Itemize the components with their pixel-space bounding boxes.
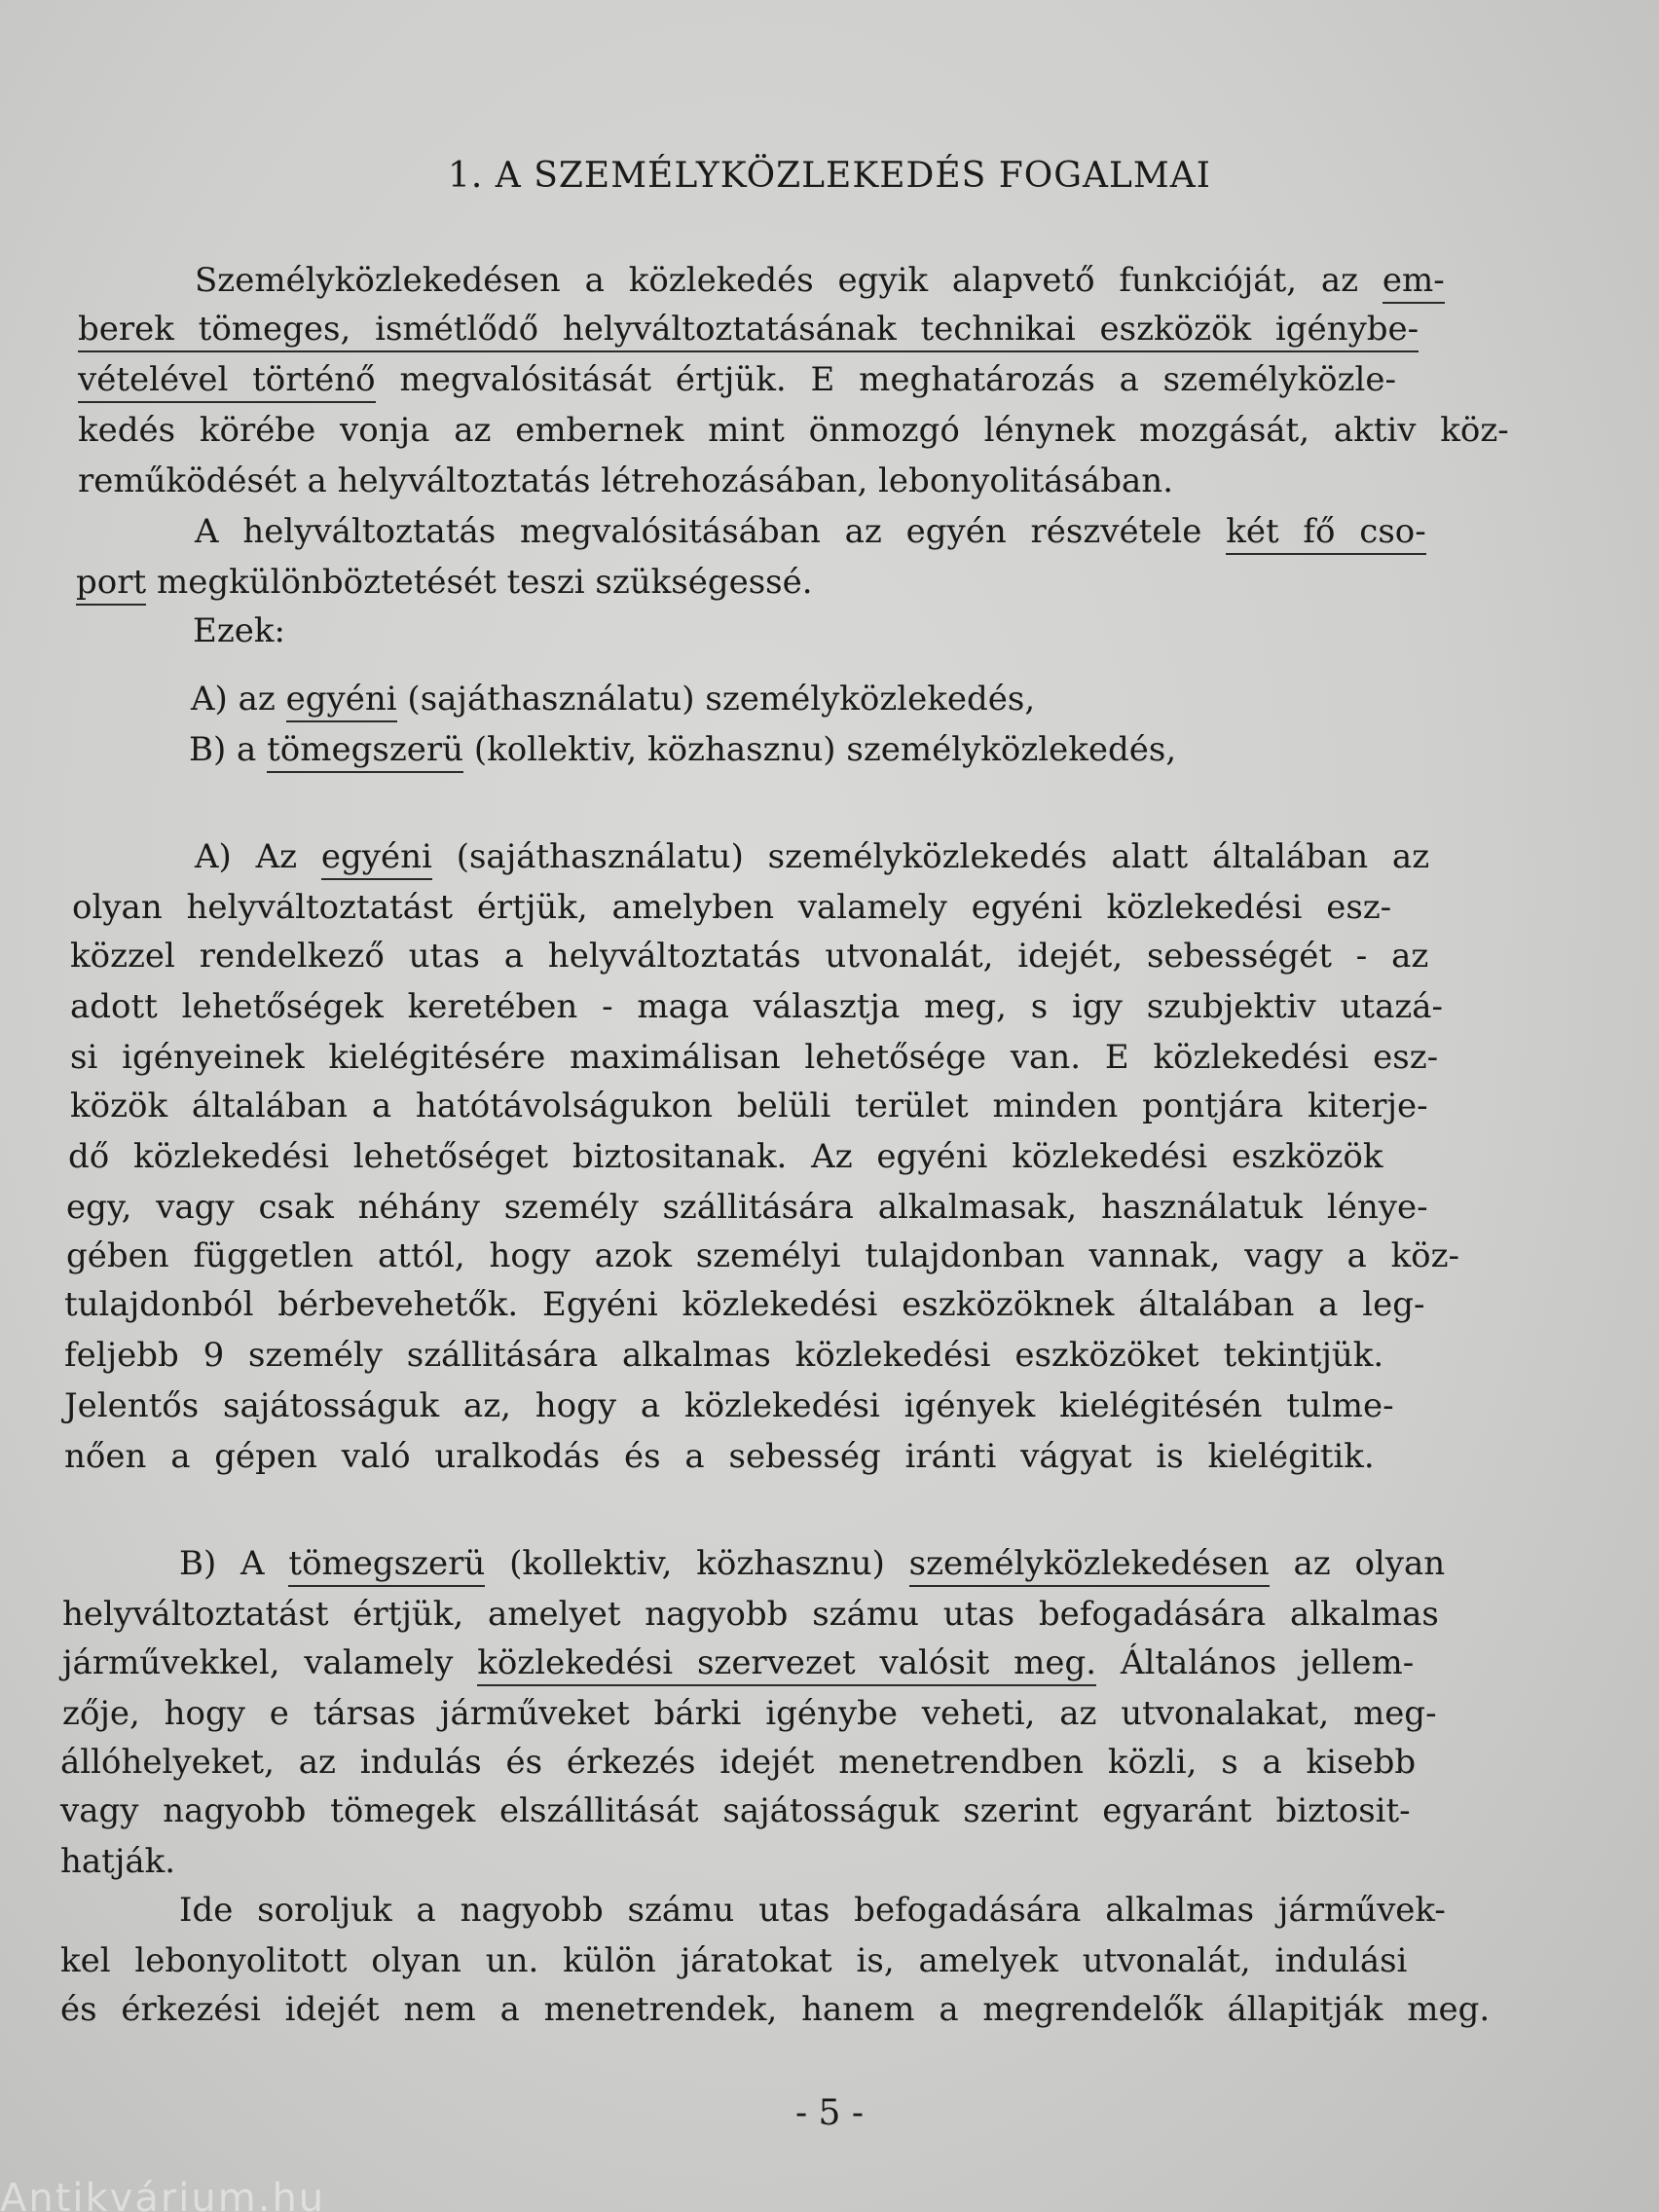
text-line — [195, 508, 1426, 555]
text-line — [70, 983, 1443, 1030]
text-line — [76, 559, 813, 606]
text-segment: dő közlekedési lehetőséget biztositanak. Az egyéni közlekedési eszközök — [68, 1137, 1383, 1176]
text-segment: közök általában a hatótávolságukon belüli terület minden pontjára kiterje- — [70, 1087, 1428, 1125]
underlined-text: személyközlekedésen — [909, 1544, 1270, 1587]
text-segment: si igényeinek kielégitésére maximálisan lehetősége van. E közlekedési esz- — [70, 1038, 1439, 1077]
text-segment: közzel rendelkező utas a helyváltoztatás utvonalát, idejét, sebességét - az — [70, 937, 1429, 976]
text-line — [66, 1233, 1459, 1279]
text-segment: egy, vagy csak néhány személy szállitására alkalmasak, használatuk lénye- — [66, 1188, 1428, 1227]
text-line — [62, 1640, 1414, 1686]
text-segment: (sajáthasználatu) személyközlekedés alatt általában az — [431, 837, 1430, 876]
text-line — [70, 1034, 1438, 1081]
text-line — [78, 407, 1509, 454]
text-segment: reműködését a helyváltoztatás létrehozásában, lebonyolitásában. — [78, 461, 1174, 500]
text-line — [191, 676, 1035, 722]
text-segment: kel lebonyolitott olyan un. külön járatokat is, amelyek utvonalát, indulási — [60, 1941, 1408, 1980]
text-line — [64, 1281, 1425, 1328]
underlined-text: egyéni — [321, 837, 432, 880]
text-line — [72, 884, 1391, 931]
watermark: Antikvárium.hu — [0, 2176, 326, 2212]
text-segment: Ezek: — [193, 611, 285, 650]
text-line — [62, 1690, 1437, 1737]
text-segment: (kollektiv, közhasznu) — [485, 1544, 909, 1583]
text-segment: Jelentős sajátosságuk az, hogy a közlekedési igények kielégitésén tulme- — [64, 1386, 1394, 1425]
text-segment: állóhelyeket, az indulás és érkezés idejét menetrendben közli, s a kisebb — [60, 1743, 1417, 1782]
underlined-text: tömegszerü — [288, 1544, 485, 1587]
underlined-text: közlekedési szervezet valósit meg. — [477, 1643, 1096, 1686]
text-segment: helyváltoztatást értjük, amelyet nagyobb számu utas befogadására alkalmas — [62, 1595, 1439, 1634]
text-line — [70, 933, 1428, 979]
text-segment: gében független attól, hogy azok személyi tulajdonban vannak, vagy a köz- — [66, 1236, 1460, 1275]
text-segment: B) a — [189, 730, 268, 769]
text-line — [60, 1986, 1490, 2033]
underlined-text: egyéni — [286, 680, 397, 722]
text-segment: Általános jellem- — [1096, 1643, 1415, 1682]
text-line — [179, 1887, 1446, 1934]
underlined-text: két fő cso- — [1226, 512, 1426, 555]
text-segment: kedés körébe vonja az embernek mint önmozgó lénynek mozgását, aktiv köz- — [78, 411, 1509, 450]
text-segment: nően a gépen való uralkodás és a sebesség iránti vágyat is kielégitik. — [64, 1437, 1375, 1476]
underlined-text: berek tömeges, ismétlődő helyváltoztatásának technikai eszközök igénybe- — [78, 310, 1419, 352]
underlined-text: em- — [1382, 261, 1445, 304]
text-line — [179, 1540, 1445, 1587]
text-segment: vagy nagyobb tömegek elszállitását sajátosságuk szerint egyaránt biztosit- — [60, 1791, 1411, 1830]
text-segment: feljebb 9 személy szállitására alkalmas közlekedési eszközöket tekintjük. — [64, 1336, 1384, 1375]
text-line — [195, 257, 1445, 304]
text-line — [70, 1083, 1428, 1129]
underlined-text: tömegszerü — [267, 730, 463, 773]
text-line — [60, 1788, 1411, 1834]
text-line — [78, 306, 1419, 352]
text-line — [60, 1739, 1416, 1786]
text-line — [78, 458, 1173, 504]
text-line — [64, 1433, 1375, 1480]
text-line — [64, 1382, 1394, 1429]
text-segment: Személyközlekedésen a közlekedés egyik alapvető funkcióját, az — [195, 261, 1382, 300]
text-line — [66, 1184, 1428, 1231]
text-segment: olyan helyváltoztatást értjük, amelyben valamely egyéni közlekedési esz- — [72, 888, 1392, 927]
text-segment: hatják. — [60, 1842, 176, 1881]
section-title: 1. A SZEMÉLYKÖZLEKEDÉS FOGALMAI — [448, 156, 1211, 196]
page-number: - 5 - — [794, 2093, 865, 2133]
text-segment: járművekkel, valamely — [62, 1643, 478, 1682]
text-line — [78, 356, 1396, 403]
text-segment: Ide soroljuk a nagyobb számu utas befogadására alkalmas járművek- — [179, 1891, 1446, 1930]
text-segment: és érkezési idejét nem a menetrendek, hanem a megrendelők állapitják meg. — [60, 1990, 1491, 2029]
text-line — [195, 833, 1429, 880]
text-line — [64, 1332, 1383, 1379]
text-segment: (sajáthasználatu) személyközlekedés, — [396, 680, 1036, 719]
text-segment: (kollektiv, közhasznu) személyközlekedés, — [463, 730, 1177, 769]
text-line — [62, 1591, 1439, 1638]
underlined-text: vételével történő — [78, 360, 376, 403]
text-segment: megvalósitását értjük. E meghatározás a személyközle- — [375, 360, 1397, 399]
text-segment: az olyan — [1269, 1544, 1446, 1583]
text-line — [193, 608, 285, 654]
text-segment: adott lehetőségek keretében - maga választja meg, s igy szubjektiv utazá- — [70, 987, 1444, 1026]
text-segment: A helyváltoztatás megvalósitásában az egyén részvétele — [195, 512, 1227, 551]
text-line — [60, 1937, 1407, 1984]
text-line — [189, 726, 1176, 773]
text-segment: A) Az — [195, 837, 321, 876]
text-segment: A) az — [191, 680, 286, 719]
text-segment: B) A — [179, 1544, 289, 1583]
text-segment: megkülönböztetését teszi szükségessé. — [146, 563, 813, 602]
underlined-text: port — [76, 563, 146, 606]
text-segment: zője, hogy e társas járműveket bárki igénybe veheti, az utvonalakat, meg- — [62, 1694, 1437, 1733]
text-segment: tulajdonból bérbevehetők. Egyéni közlekedési eszközöknek általában a leg- — [64, 1285, 1425, 1324]
text-line — [68, 1133, 1383, 1180]
text-line — [60, 1838, 175, 1885]
